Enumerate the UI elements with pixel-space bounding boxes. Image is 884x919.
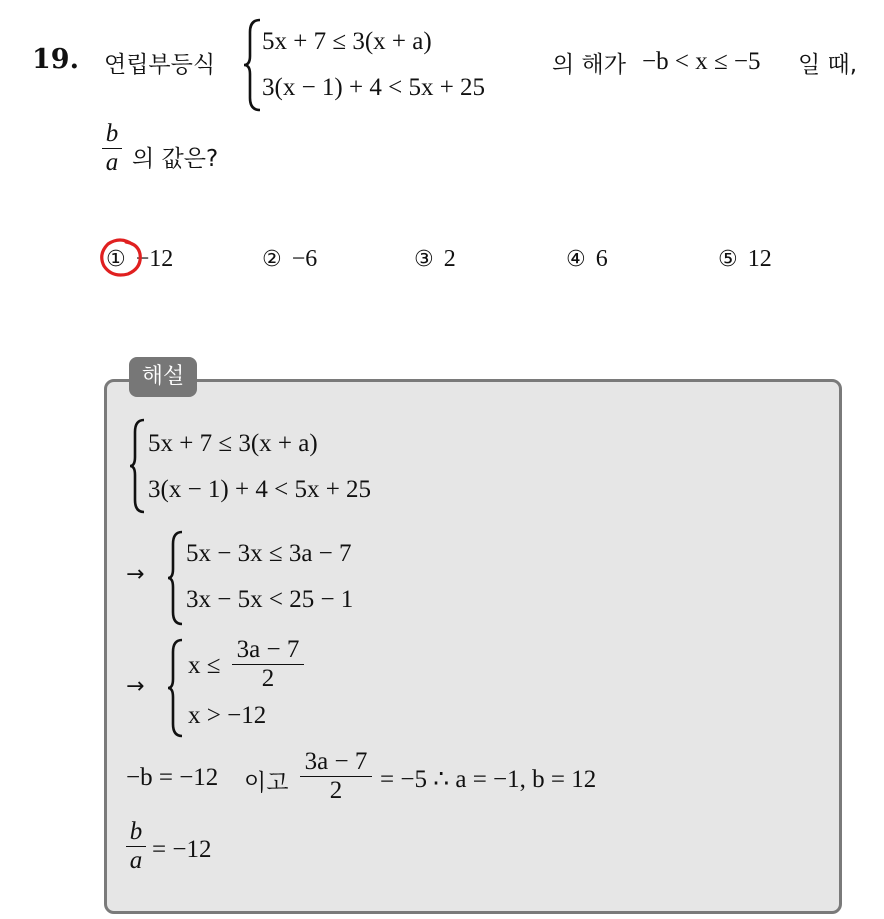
- fraction-numerator: b: [105, 120, 119, 147]
- final-fraction: [126, 818, 146, 875]
- choice-1-value: −12: [135, 246, 174, 272]
- step3-fraction: [232, 636, 304, 693]
- step3-arrow: →: [126, 674, 145, 699]
- step3-brace: [166, 638, 186, 738]
- choice-3[interactable]: [414, 244, 456, 273]
- condition-prefix: 의 해가: [552, 52, 626, 78]
- choice-5-value: 12: [747, 246, 772, 272]
- choice-2-value: −6: [291, 246, 318, 272]
- line4-right: = −5 ∴ a = −1, b = 12: [380, 766, 597, 793]
- step2-brace: [166, 530, 186, 626]
- condition-inequality: −b < x ≤ −5: [642, 48, 761, 75]
- condition-suffix: 일 때,: [798, 52, 858, 78]
- step1-brace: [128, 418, 148, 514]
- choice-3-mark: ③: [414, 247, 434, 272]
- step3-bottom: x > −12: [188, 702, 267, 729]
- step3-frac-den: 2: [261, 665, 275, 692]
- fraction-denominator: a: [105, 149, 119, 176]
- system-line-1: 5x + 7 ≤ 3(x + a): [262, 28, 432, 55]
- system-line-2: 3(x − 1) + 4 < 5x + 25: [262, 74, 486, 101]
- step3-top-lhs: x ≤: [188, 652, 221, 679]
- choice-4-mark: ④: [566, 247, 586, 272]
- line4-frac-den: 2: [329, 777, 343, 804]
- solution-tag: 해설: [129, 357, 197, 397]
- choice-5[interactable]: [718, 244, 772, 273]
- line4-korean: 이고: [244, 770, 289, 796]
- selected-circle-mark: [98, 236, 150, 282]
- solution-box: [104, 379, 842, 914]
- final-den: a: [129, 847, 143, 874]
- step2-line-1: 5x − 3x ≤ 3a − 7: [186, 540, 352, 567]
- system-brace: [242, 18, 264, 112]
- line4-frac-num: 3a − 7: [304, 748, 368, 775]
- choice-4[interactable]: [566, 244, 608, 273]
- choice-1-mark: ①: [106, 247, 126, 272]
- question-number: 19.: [32, 44, 79, 75]
- choice-4-value: 6: [595, 246, 608, 272]
- final-num: b: [129, 818, 143, 845]
- question-intro: 연립부등식: [104, 52, 216, 78]
- choice-5-mark: ⑤: [718, 247, 738, 272]
- step2-arrow: →: [126, 562, 145, 587]
- choice-3-value: 2: [443, 246, 456, 272]
- step1-line-1: 5x + 7 ≤ 3(x + a): [148, 430, 318, 457]
- question-ask: 의 값은?: [132, 146, 219, 172]
- step3-frac-num: 3a − 7: [236, 636, 300, 663]
- question-fraction: [102, 120, 122, 177]
- choice-2[interactable]: [262, 244, 317, 273]
- final-rhs: = −12: [152, 836, 212, 863]
- line4-left: −b = −12: [126, 764, 219, 791]
- choice-2-mark: ②: [262, 247, 282, 272]
- line4-fraction: [300, 748, 372, 805]
- step1-line-2: 3(x − 1) + 4 < 5x + 25: [148, 476, 372, 503]
- step2-line-2: 3x − 5x < 25 − 1: [186, 586, 354, 613]
